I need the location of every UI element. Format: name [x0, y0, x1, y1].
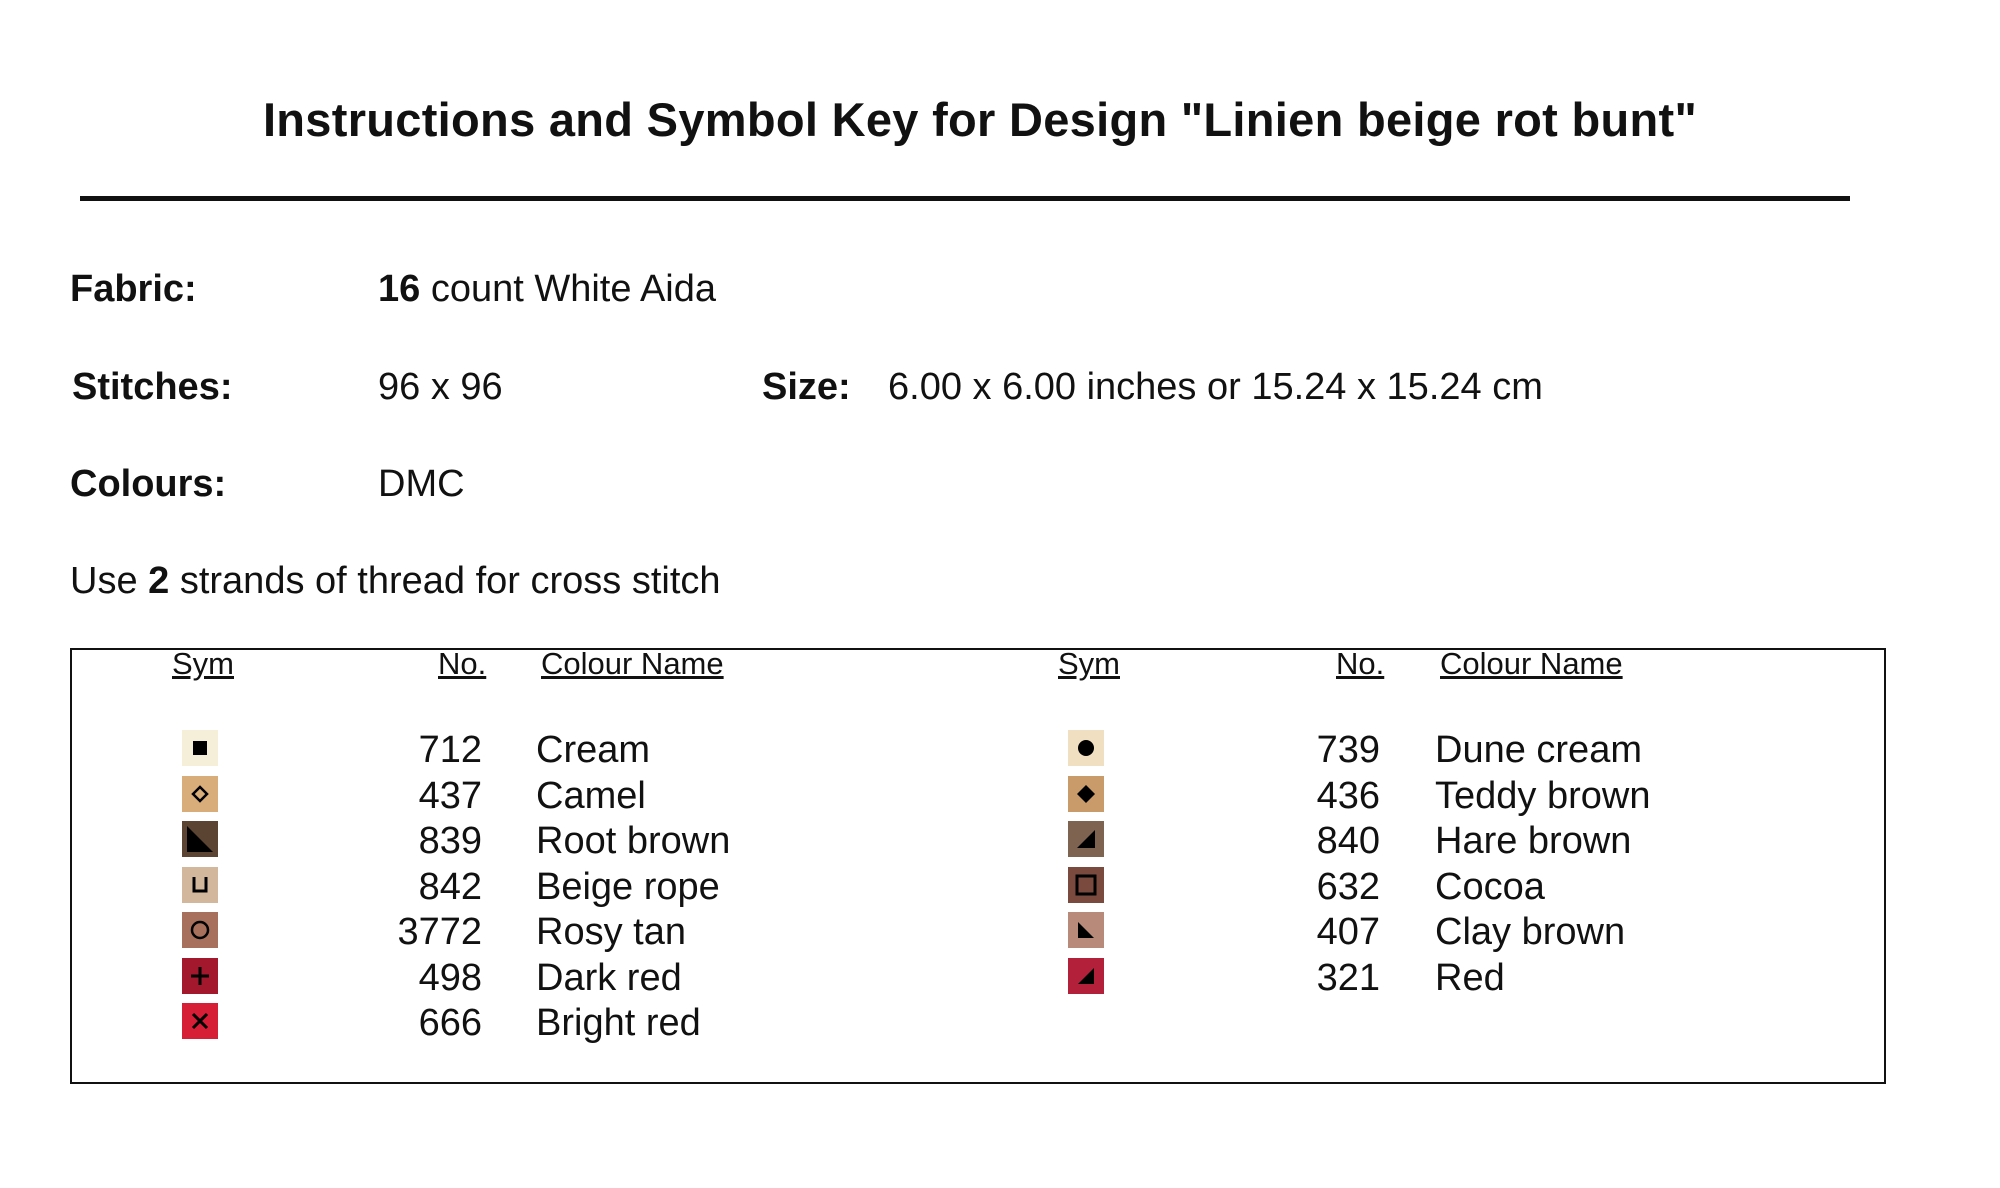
- strands-post: strands of thread for cross stitch: [169, 560, 721, 602]
- right-name-header: Colour Name: [1440, 646, 1623, 681]
- colour-name: Hare brown: [1435, 820, 1632, 862]
- strands-instruction: [70, 560, 721, 603]
- colour-name: Dark red: [536, 956, 682, 999]
- fabric-value: [378, 268, 716, 311]
- right-no-header: No.: [1336, 646, 1385, 681]
- dmc-number: 321: [1316, 956, 1380, 999]
- strands-count: 2: [148, 560, 170, 602]
- fabric-count: 16: [378, 268, 421, 310]
- fabric-description: count White Aida: [420, 268, 717, 310]
- dmc-number: 840: [1316, 820, 1380, 862]
- dmc-number: 3772: [397, 911, 482, 953]
- title-rule: [80, 196, 1850, 201]
- lower-right-triangle-icon: [1068, 821, 1104, 857]
- stitches-value: 96 x 96: [378, 366, 503, 408]
- colour-name: Red: [1435, 956, 1505, 999]
- colour-name: Beige rope: [536, 865, 720, 908]
- left-no-header: No.: [438, 646, 487, 681]
- key-row-right: [0, 728, 2000, 773]
- small-lower-left-triangle-icon: [1068, 912, 1104, 948]
- colours-label: Colours:: [70, 463, 227, 505]
- key-row-right: [0, 865, 2000, 910]
- colour-name: Clay brown: [1435, 911, 1626, 953]
- dmc-number: 407: [1316, 911, 1380, 953]
- key-row-right: [0, 956, 2000, 1001]
- colour-name: Camel: [536, 774, 646, 817]
- key-row-left: [0, 1001, 2000, 1046]
- size-label: Size:: [762, 366, 851, 408]
- left-name-header: Colour Name: [541, 646, 724, 681]
- dmc-number: 842: [418, 865, 482, 908]
- left-sym-header: Sym: [172, 646, 234, 681]
- small-lower-right-triangle-icon: [1068, 958, 1104, 994]
- hollow-square-icon: [1068, 867, 1104, 903]
- fabric-label: Fabric:: [70, 268, 197, 310]
- strands-pre: Use: [70, 560, 149, 602]
- dmc-number: 712: [418, 729, 482, 771]
- colour-name: Root brown: [536, 820, 731, 862]
- colour-name: Bright red: [536, 1002, 701, 1044]
- dmc-number: 437: [418, 774, 482, 817]
- colour-name: Dune cream: [1435, 729, 1642, 771]
- key-row-right: [0, 819, 2000, 864]
- dmc-number: 839: [418, 820, 482, 862]
- colours-value: DMC: [378, 463, 465, 505]
- filled-circle-icon: [1068, 730, 1104, 766]
- colour-name: Rosy tan: [536, 911, 686, 953]
- x-cross-icon: [182, 1003, 218, 1039]
- right-sym-header: Sym: [1058, 646, 1120, 681]
- colour-name: Cream: [536, 729, 651, 771]
- stitches-label: Stitches:: [72, 366, 233, 408]
- page-title: Instructions and Symbol Key for Design "Linien beige rot bunt": [262, 93, 1698, 146]
- key-row-right: [0, 910, 2000, 955]
- dmc-number: 632: [1316, 865, 1380, 908]
- key-row-right: [0, 774, 2000, 819]
- colour-name: Cocoa: [1435, 865, 1545, 908]
- dmc-number: 739: [1316, 729, 1380, 771]
- colour-name: Teddy brown: [1435, 774, 1651, 817]
- dmc-number: 436: [1316, 774, 1380, 817]
- dmc-number: 666: [418, 1002, 482, 1044]
- size-value: 6.00 x 6.00 inches or 15.24 x 15.24 cm: [888, 366, 1543, 408]
- filled-diamond-icon: [1068, 776, 1104, 812]
- dmc-number: 498: [418, 956, 482, 999]
